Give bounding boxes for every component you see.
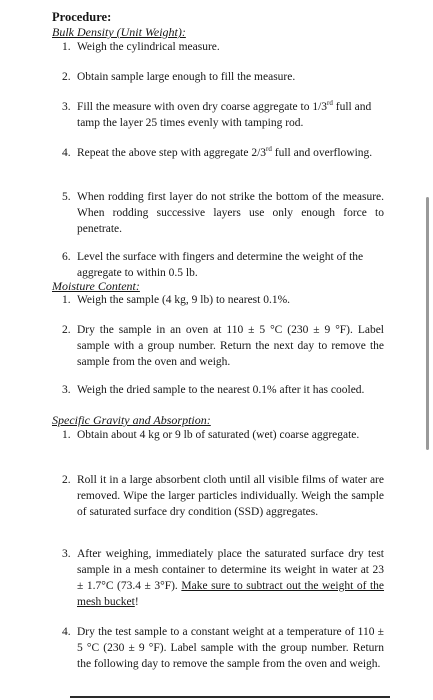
- list-item: [62, 292, 384, 308]
- section-heading-moisture-content: Moisture Content:: [52, 279, 140, 293]
- item-number: 2.: [62, 324, 71, 336]
- list-item: [62, 69, 384, 85]
- item-text: Weigh the cylindrical measure.: [77, 41, 220, 53]
- bottom-divider: [70, 696, 390, 698]
- item-text: Weigh the sample (4 kg, 9 lb) to nearest 0.1%.: [77, 294, 291, 306]
- list-item: [62, 189, 384, 237]
- item-number: 1.: [62, 294, 71, 306]
- list-item: [62, 145, 384, 161]
- item-number: 4.: [62, 626, 71, 638]
- item-text: When rodding first layer do not strike the bottom of the measure. When rodding successive layers use only enough force to penetrate.: [77, 191, 384, 235]
- item-text: Repeat the above step with aggregate 2/3rd full and overflowing.: [77, 145, 373, 159]
- item-number: 2.: [62, 71, 71, 83]
- superscript: rd: [327, 99, 333, 108]
- item-text: Weigh the dried sample to the nearest 0.1% after it has cooled.: [77, 384, 365, 396]
- list-item: [62, 99, 384, 131]
- item-number: 4.: [62, 147, 71, 159]
- item-text: After weighing, immediately place the saturated surface dry test sample in a mesh container to determine its weight in water at 23 ± 1.7°C (73.4 ± 3°F). Make sure to subtract out the weight of the mesh bucket!: [77, 548, 385, 608]
- list-item: [62, 546, 384, 610]
- item-text: Level the surface with fingers and determine the weight of the aggregate to within 0.5 lb.: [77, 251, 364, 279]
- item-number: 2.: [62, 474, 71, 486]
- list-item: [62, 472, 384, 520]
- list-item: [62, 382, 384, 398]
- list-item: [62, 427, 384, 443]
- item-text: Fill the measure with oven dry coarse aggregate to 1/3rd full and tamp the layer 25 times evenly with tamping rod.: [77, 99, 372, 129]
- item-number: 3.: [62, 384, 71, 396]
- list-item: [62, 624, 384, 672]
- list-item: [62, 322, 384, 370]
- item-number: 6.: [62, 251, 71, 263]
- item-text: Dry the test sample to a constant weight at a temperature of 110 ± 5 °C (230 ± 9 °F). Label sample with the group number. Return the following day to remove the sample from the oven and weigh.: [77, 626, 384, 670]
- item-number: 1.: [62, 41, 71, 53]
- superscript: rd: [266, 145, 272, 154]
- item-number: 3.: [62, 548, 71, 560]
- scrollbar-thumb[interactable]: [426, 197, 429, 450]
- section-heading-specific-gravity: Specific Gravity and Absorption:: [52, 413, 211, 427]
- list-item: [62, 39, 384, 55]
- item-text: Roll it in a large absorbent cloth until all visible films of water are removed. Wipe the larger particles individually. Weigh the sample of saturated surface dry condition (SSD) aggregates.: [77, 474, 384, 518]
- item-text: Obtain about 4 kg or 9 lb of saturated (wet) coarse aggregate.: [77, 429, 360, 441]
- underlined-note: Make sure to subtract out the weight of the mesh bucket: [77, 580, 385, 608]
- section-heading-bulk-density: Bulk Density (Unit Weight):: [52, 25, 186, 39]
- item-text: Dry the sample in an oven at 110 ± 5 °C (230 ± 9 °F). Label sample with a group number. Return the next day to remove the sample from the oven and weigh.: [77, 324, 384, 368]
- list-item: [62, 249, 384, 281]
- item-number: 5.: [62, 191, 71, 203]
- item-text: Obtain sample large enough to fill the measure.: [77, 71, 296, 83]
- procedure-title: Procedure:: [52, 10, 112, 24]
- item-number: 3.: [62, 101, 71, 113]
- item-number: 1.: [62, 429, 71, 441]
